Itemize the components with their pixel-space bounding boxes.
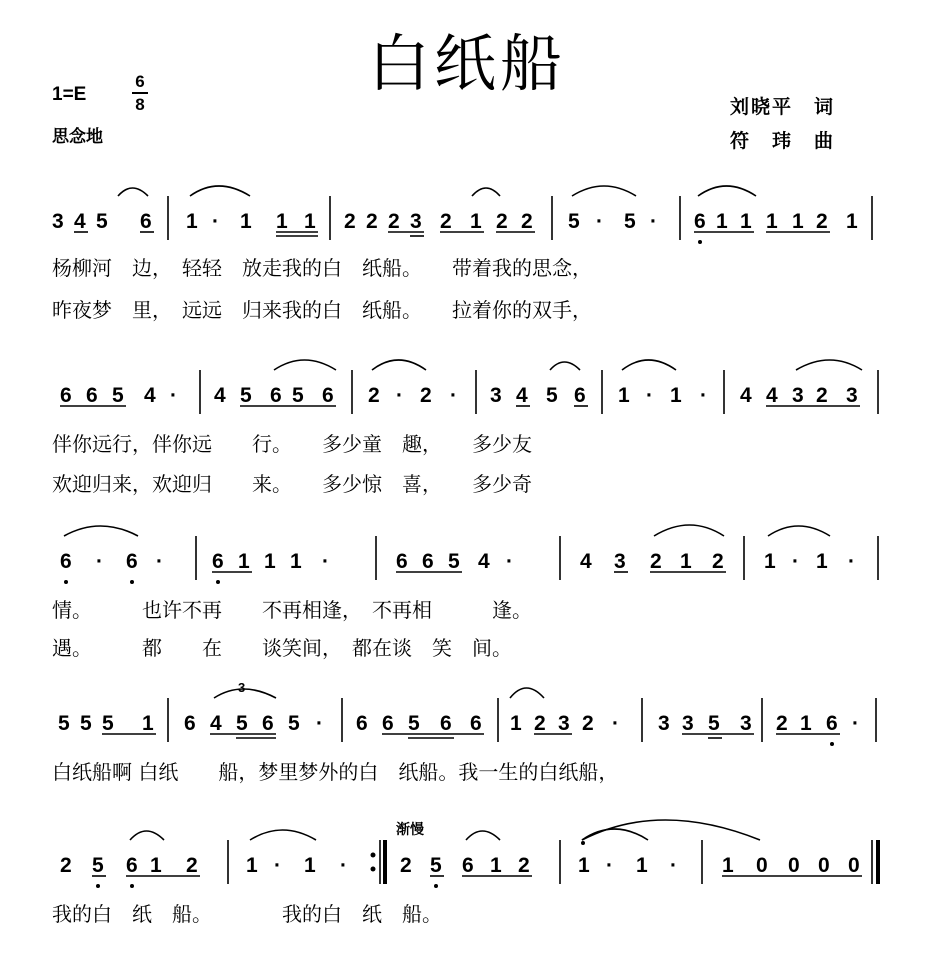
svg-text:·: · [340,854,347,877]
svg-text:·: · [852,712,859,735]
svg-text:6: 6 [382,712,394,735]
svg-text:·: · [670,854,677,877]
svg-text:2: 2 [496,210,508,233]
svg-text:1: 1 [722,854,734,877]
composer-credit: 符 玮 曲 [730,130,836,152]
svg-text:·: · [316,712,323,735]
fermata-dot [581,841,585,845]
dynamic-ritardando: 渐慢 [396,822,424,838]
svg-text:0: 0 [848,854,860,877]
svg-text:·: · [700,384,707,407]
line-4-notes [58,680,859,735]
svg-text:·: · [650,210,657,233]
staff-line-4 [58,680,876,746]
svg-text:3: 3 [792,384,804,407]
svg-text:2: 2 [420,384,432,407]
svg-text:5: 5 [112,384,124,407]
tempo-mark: 思念地 [52,127,103,147]
svg-text:3: 3 [410,210,422,233]
svg-text:1: 1 [240,210,252,233]
lyrics-line-3-verse-2: 遇。 都 在 谈笑间， 都在谈 笑 间。 [52,636,512,660]
lyrics-line-1-verse-1: 杨柳河 边， 轻轻 放走我的白 纸船。 带着我的思念， [52,256,592,280]
svg-text:6: 6 [86,384,98,407]
svg-text:6: 6 [60,550,72,573]
staff-line-5 [60,820,878,888]
svg-text:6: 6 [826,712,838,735]
svg-text:1: 1 [142,712,154,735]
svg-text:6: 6 [126,854,138,877]
key-signature: 1=E [52,84,87,105]
time-bottom: 8 [135,95,145,114]
svg-text:·: · [96,550,103,573]
svg-text:1: 1 [618,384,630,407]
svg-text:1: 1 [186,210,198,233]
svg-text:1: 1 [716,210,728,233]
svg-text:1: 1 [276,210,288,233]
svg-text:5: 5 [58,712,70,735]
svg-text:2: 2 [344,210,356,233]
svg-text:·: · [848,550,855,573]
svg-text:4: 4 [580,550,592,573]
svg-text:1: 1 [290,550,302,573]
svg-text:5: 5 [80,712,92,735]
low-octave-dot [830,742,834,746]
svg-text:4: 4 [740,384,752,407]
line-2-notes [60,384,858,407]
svg-text:5: 5 [96,210,108,233]
svg-text:0: 0 [788,854,800,877]
svg-text:6: 6 [262,712,274,735]
svg-text:3: 3 [740,712,752,735]
svg-text:6: 6 [440,712,452,735]
lyrics-line-2-verse-2: 欢迎归来，欢迎归 来。 多少惊 喜， 多少奇 [52,472,532,496]
svg-text:5: 5 [546,384,558,407]
svg-text:·: · [506,550,513,573]
svg-text:6: 6 [396,550,408,573]
svg-text:6: 6 [270,384,282,407]
svg-text:5: 5 [292,384,304,407]
svg-text:3: 3 [658,712,670,735]
svg-text:1: 1 [846,210,858,233]
svg-text:1: 1 [304,210,316,233]
svg-text:6: 6 [60,384,72,407]
staff-line-3 [60,525,878,584]
svg-text:·: · [450,384,457,407]
svg-text:1: 1 [578,854,590,877]
svg-text:5: 5 [288,712,300,735]
svg-text:3: 3 [682,712,694,735]
lyrics-line-1-verse-2: 昨夜梦 里， 远远 归来我的白 纸船。 拉着你的双手， [52,298,592,322]
svg-text:5: 5 [448,550,460,573]
svg-text:·: · [596,210,603,233]
line-5-beams [92,820,862,876]
svg-text:2: 2 [366,210,378,233]
line-3-notes [60,550,855,573]
triplet-number: 3 [238,680,246,695]
svg-text:2: 2 [521,210,533,233]
repeat-dots [371,853,376,872]
lyrics-line-3-verse-1: 情。 也许不再 不再相逢， 不再相 逢。 [52,598,532,622]
svg-text:4: 4 [210,712,222,735]
svg-text:1: 1 [670,384,682,407]
svg-text:3: 3 [558,712,570,735]
svg-text:3: 3 [614,550,626,573]
line-4-barlines [168,698,876,742]
svg-text:·: · [170,384,177,407]
svg-text:6: 6 [212,550,224,573]
staff-line-2 [60,360,878,414]
svg-text:1: 1 [764,550,776,573]
svg-text:1: 1 [740,210,752,233]
svg-text:2: 2 [712,550,724,573]
svg-text:4: 4 [74,210,86,233]
svg-text:0: 0 [818,854,830,877]
svg-text:1: 1 [636,854,648,877]
svg-text:2: 2 [816,384,828,407]
svg-text:1: 1 [246,854,258,877]
svg-text:4: 4 [214,384,226,407]
svg-text:1: 1 [264,550,276,573]
svg-text:2: 2 [388,210,400,233]
svg-text:3: 3 [52,210,64,233]
svg-text:1: 1 [792,210,804,233]
svg-text:6: 6 [422,550,434,573]
line-5-barlines [228,840,878,884]
svg-text:6: 6 [356,712,368,735]
svg-text:5: 5 [92,854,104,877]
svg-text:2: 2 [582,712,594,735]
svg-text:1: 1 [150,854,162,877]
svg-text:1: 1 [680,550,692,573]
svg-text:2: 2 [534,712,546,735]
svg-text:·: · [212,210,219,233]
staff-line-1 [52,186,872,244]
svg-text:1: 1 [490,854,502,877]
svg-text:·: · [606,854,613,877]
svg-text:5: 5 [708,712,720,735]
svg-text:6: 6 [694,210,706,233]
lyrics-line-2-verse-1: 伴你远行，伴你远 行。 多少童 趣， 多少友 [52,432,532,456]
svg-text:1: 1 [510,712,522,735]
svg-text:4: 4 [766,384,778,407]
svg-text:6: 6 [126,550,138,573]
svg-text:5: 5 [430,854,442,877]
line-3-octave-dots [64,580,220,584]
svg-text:2: 2 [776,712,788,735]
time-top: 6 [135,72,145,91]
svg-text:·: · [792,550,799,573]
line-5-notes [60,854,860,877]
svg-text:5: 5 [568,210,580,233]
svg-text:5: 5 [408,712,420,735]
svg-text:1: 1 [766,210,778,233]
svg-text:2: 2 [440,210,452,233]
svg-text:5: 5 [236,712,248,735]
svg-text:5: 5 [624,210,636,233]
svg-text:5: 5 [102,712,114,735]
svg-text:6: 6 [322,384,334,407]
svg-text:·: · [396,384,403,407]
svg-text:6: 6 [470,712,482,735]
svg-text:1: 1 [304,854,316,877]
svg-text:2: 2 [650,550,662,573]
line-1-notes [52,210,858,233]
svg-text:1: 1 [238,550,250,573]
svg-text:3: 3 [490,384,502,407]
svg-text:4: 4 [516,384,528,407]
song-title: 白纸船 [367,27,566,100]
svg-text:1: 1 [800,712,812,735]
svg-text:6: 6 [184,712,196,735]
svg-text:2: 2 [518,854,530,877]
svg-text:·: · [612,712,619,735]
svg-text:6: 6 [574,384,586,407]
svg-text:·: · [646,384,653,407]
svg-text:1: 1 [816,550,828,573]
svg-text:2: 2 [186,854,198,877]
svg-text:6: 6 [462,854,474,877]
svg-text:5: 5 [240,384,252,407]
svg-text:4: 4 [144,384,156,407]
svg-text:2: 2 [60,854,72,877]
svg-text:3: 3 [846,384,858,407]
lyrics-line-5: 我的白 纸 船。 我的白 纸 船。 [52,902,442,926]
svg-text:4: 4 [478,550,490,573]
svg-text:·: · [322,550,329,573]
svg-text:6: 6 [140,210,152,233]
svg-text:2: 2 [816,210,828,233]
svg-text:2: 2 [368,384,380,407]
low-octave-dot [698,240,702,244]
lyricist-credit: 刘晓平 词 [730,96,836,118]
svg-text:2: 2 [400,854,412,877]
svg-text:·: · [156,550,163,573]
svg-text:·: · [274,854,281,877]
lyrics-line-4: 白纸船啊 白纸 船，梦里梦外的白 纸船。我一生的白纸船， [52,760,619,784]
svg-text:0: 0 [756,854,768,877]
svg-text:1: 1 [470,210,482,233]
